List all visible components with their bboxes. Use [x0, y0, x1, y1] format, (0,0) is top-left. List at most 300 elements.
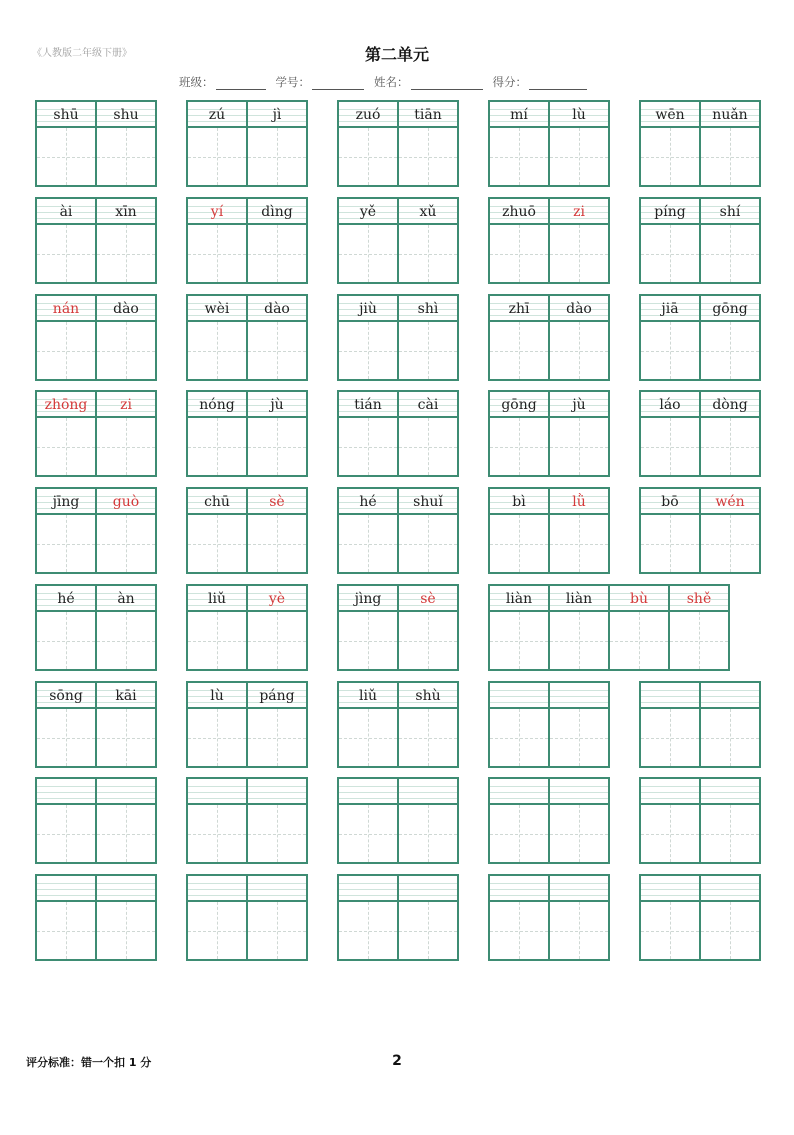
- pinyin-label: jù: [248, 392, 306, 418]
- hanzi-writing-box[interactable]: [339, 322, 397, 379]
- character-cell: [490, 102, 550, 185]
- word-box: [337, 874, 459, 961]
- character-cell: [188, 876, 248, 959]
- hanzi-writing-box[interactable]: [490, 225, 548, 282]
- word-box: [186, 390, 308, 477]
- hanzi-writing-box[interactable]: [399, 322, 457, 379]
- character-cell: [490, 683, 550, 766]
- character-cell: [248, 876, 308, 959]
- pinyin-label: [248, 779, 306, 805]
- character-cell: [490, 296, 550, 379]
- hanzi-writing-box[interactable]: [550, 612, 608, 669]
- pinyin-label: tiān: [399, 102, 457, 128]
- hanzi-writing-box[interactable]: [641, 709, 699, 766]
- scoring-standard: 评分标准：错一个扣 1 分: [26, 1056, 152, 1069]
- character-cell: [37, 779, 97, 862]
- pinyin-label: shu: [97, 102, 155, 128]
- word-box: [488, 681, 610, 768]
- pinyin-label: yě: [339, 199, 397, 225]
- hanzi-writing-box[interactable]: [550, 515, 608, 572]
- word-box: [186, 197, 308, 284]
- word-box: [35, 487, 157, 574]
- pinyin-label: bì: [490, 489, 548, 515]
- pinyin-label: píng: [641, 199, 699, 225]
- hanzi-writing-box[interactable]: [248, 805, 306, 862]
- hanzi-writing-box[interactable]: [188, 709, 246, 766]
- pinyin-label: láo: [641, 392, 699, 418]
- hanzi-writing-box[interactable]: [701, 805, 759, 862]
- word-box: [639, 777, 761, 864]
- character-cell: [339, 102, 399, 185]
- character-cell: [188, 102, 248, 185]
- pinyin-label: liǔ: [188, 586, 246, 612]
- character-cell: [701, 683, 761, 766]
- page-title: 第二单元: [364, 45, 429, 64]
- character-cell: [97, 779, 157, 862]
- character-cell: [490, 876, 550, 959]
- word-box: [639, 197, 761, 284]
- word-box: [488, 100, 610, 187]
- word-box: [488, 874, 610, 961]
- hanzi-writing-box[interactable]: [188, 805, 246, 862]
- word-box: [35, 584, 157, 671]
- hanzi-writing-box[interactable]: [701, 709, 759, 766]
- character-cell: [550, 876, 610, 959]
- hanzi-writing-box[interactable]: [550, 709, 608, 766]
- word-box: [337, 584, 459, 671]
- character-cell: [641, 876, 701, 959]
- pinyin-label: jiā: [641, 296, 699, 322]
- hanzi-writing-box[interactable]: [701, 322, 759, 379]
- character-cell: [339, 489, 399, 572]
- word-box: [186, 681, 308, 768]
- character-cell: [339, 683, 399, 766]
- character-cell: [550, 296, 610, 379]
- page-number: 2: [392, 1053, 402, 1069]
- pinyin-label: zi: [97, 392, 155, 418]
- word-box: [35, 294, 157, 381]
- word-box: [488, 584, 730, 671]
- hanzi-writing-box[interactable]: [641, 805, 699, 862]
- pinyin-label: lù: [188, 683, 246, 709]
- pinyin-label: nóng: [188, 392, 246, 418]
- character-cell: [399, 199, 459, 282]
- character-cell: [399, 489, 459, 572]
- pinyin-label: [490, 683, 548, 709]
- word-box: [639, 681, 761, 768]
- hanzi-writing-box[interactable]: [248, 418, 306, 475]
- hanzi-writing-box[interactable]: [97, 515, 155, 572]
- character-cell: [701, 489, 761, 572]
- hanzi-writing-box[interactable]: [248, 902, 306, 959]
- pinyin-label: [399, 779, 457, 805]
- name-label: 姓名：: [374, 75, 409, 89]
- hanzi-writing-box[interactable]: [248, 322, 306, 379]
- character-cell: [188, 392, 248, 475]
- hanzi-writing-box[interactable]: [188, 322, 246, 379]
- word-box: [186, 294, 308, 381]
- hanzi-writing-box[interactable]: [701, 515, 759, 572]
- pinyin-label: [641, 683, 699, 709]
- word-box: [35, 100, 157, 187]
- character-cell: [490, 586, 550, 669]
- character-cell: [490, 392, 550, 475]
- hanzi-writing-box[interactable]: [490, 805, 548, 862]
- pinyin-label: [248, 876, 306, 902]
- hanzi-writing-box[interactable]: [641, 128, 699, 185]
- hanzi-writing-box[interactable]: [641, 515, 699, 572]
- character-cell: [550, 683, 610, 766]
- class-label: 班级：: [179, 75, 214, 89]
- pinyin-label: [339, 779, 397, 805]
- word-box: [488, 390, 610, 477]
- pinyin-label: guò: [97, 489, 155, 515]
- character-cell: [641, 683, 701, 766]
- hanzi-writing-box[interactable]: [37, 418, 95, 475]
- word-box: [639, 874, 761, 961]
- pinyin-label: liǔ: [339, 683, 397, 709]
- character-cell: [248, 102, 308, 185]
- pinyin-label: jìng: [339, 586, 397, 612]
- character-cell: [248, 489, 308, 572]
- character-cell: [399, 392, 459, 475]
- character-cell: [701, 199, 761, 282]
- hanzi-writing-box[interactable]: [399, 418, 457, 475]
- character-cell: [550, 392, 610, 475]
- hanzi-writing-box[interactable]: [248, 612, 306, 669]
- character-cell: [97, 199, 157, 282]
- hanzi-writing-box[interactable]: [490, 128, 548, 185]
- hanzi-writing-box[interactable]: [550, 418, 608, 475]
- pinyin-label: [97, 876, 155, 902]
- word-box: [337, 390, 459, 477]
- word-box: [639, 100, 761, 187]
- character-cell: [248, 199, 308, 282]
- character-cell: [550, 102, 610, 185]
- pinyin-label: chū: [188, 489, 246, 515]
- character-cell: [188, 683, 248, 766]
- character-cell: [37, 876, 97, 959]
- pinyin-label: wén: [701, 489, 759, 515]
- character-cell: [37, 296, 97, 379]
- character-cell: [97, 586, 157, 669]
- pinyin-label: [550, 876, 608, 902]
- character-cell: [248, 683, 308, 766]
- character-cell: [399, 586, 459, 669]
- word-box: [639, 294, 761, 381]
- pinyin-label: xǔ: [399, 199, 457, 225]
- pinyin-label: hé: [339, 489, 397, 515]
- hanzi-writing-box[interactable]: [97, 902, 155, 959]
- pinyin-label: àn: [97, 586, 155, 612]
- pinyin-label: dìng: [248, 199, 306, 225]
- hanzi-writing-box[interactable]: [550, 902, 608, 959]
- hanzi-writing-box[interactable]: [701, 902, 759, 959]
- hanzi-writing-box[interactable]: [339, 612, 397, 669]
- hanzi-writing-box[interactable]: [490, 709, 548, 766]
- hanzi-writing-box[interactable]: [399, 902, 457, 959]
- hanzi-writing-box[interactable]: [37, 515, 95, 572]
- hanzi-writing-box[interactable]: [97, 805, 155, 862]
- hanzi-writing-box[interactable]: [550, 322, 608, 379]
- character-cell: [339, 199, 399, 282]
- pinyin-label: [188, 876, 246, 902]
- character-cell: [97, 102, 157, 185]
- hanzi-writing-box[interactable]: [339, 805, 397, 862]
- pinyin-label: shù: [399, 683, 457, 709]
- pinyin-label: [701, 876, 759, 902]
- word-box: [639, 487, 761, 574]
- hanzi-writing-box[interactable]: [701, 418, 759, 475]
- hanzi-writing-box[interactable]: [490, 612, 548, 669]
- pinyin-label: mí: [490, 102, 548, 128]
- pinyin-label: dào: [550, 296, 608, 322]
- pinyin-label: [339, 876, 397, 902]
- character-cell: [641, 489, 701, 572]
- character-cell: [37, 489, 97, 572]
- pinyin-label: wēn: [641, 102, 699, 128]
- hanzi-writing-box[interactable]: [701, 128, 759, 185]
- hanzi-writing-box[interactable]: [610, 612, 668, 669]
- word-box: [35, 777, 157, 864]
- pinyin-label: zuó: [339, 102, 397, 128]
- character-cell: [339, 876, 399, 959]
- pinyin-label: cài: [399, 392, 457, 418]
- hanzi-writing-box[interactable]: [339, 128, 397, 185]
- hanzi-writing-box[interactable]: [37, 805, 95, 862]
- pinyin-label: [188, 779, 246, 805]
- hanzi-writing-box[interactable]: [37, 902, 95, 959]
- pinyin-label: zi: [550, 199, 608, 225]
- hanzi-writing-box[interactable]: [339, 515, 397, 572]
- pinyin-label: [490, 779, 548, 805]
- character-cell: [641, 199, 701, 282]
- pinyin-label: nuǎn: [701, 102, 759, 128]
- hanzi-writing-box[interactable]: [399, 128, 457, 185]
- word-box: [337, 777, 459, 864]
- pinyin-label: [550, 683, 608, 709]
- character-cell: [97, 392, 157, 475]
- hanzi-writing-box[interactable]: [399, 225, 457, 282]
- pinyin-label: wèi: [188, 296, 246, 322]
- pinyin-label: hé: [37, 586, 95, 612]
- character-cell: [97, 296, 157, 379]
- character-cell: [37, 683, 97, 766]
- hanzi-writing-box[interactable]: [339, 418, 397, 475]
- hanzi-writing-box[interactable]: [550, 128, 608, 185]
- word-box: [337, 294, 459, 381]
- hanzi-writing-box[interactable]: [339, 902, 397, 959]
- pinyin-label: [701, 779, 759, 805]
- pinyin-label: zhōng: [37, 392, 95, 418]
- character-cell: [339, 586, 399, 669]
- hanzi-writing-box[interactable]: [248, 709, 306, 766]
- pinyin-label: dào: [97, 296, 155, 322]
- pinyin-label: gōng: [490, 392, 548, 418]
- character-cell: [37, 392, 97, 475]
- pinyin-label: [641, 876, 699, 902]
- hanzi-writing-box[interactable]: [188, 902, 246, 959]
- character-cell: [248, 296, 308, 379]
- character-cell: [37, 102, 97, 185]
- word-box: [337, 681, 459, 768]
- character-cell: [339, 296, 399, 379]
- hanzi-writing-box[interactable]: [399, 515, 457, 572]
- pinyin-label: shě: [670, 586, 728, 612]
- pinyin-label: sè: [248, 489, 306, 515]
- pinyin-label: sōng: [37, 683, 95, 709]
- pinyin-label: [550, 779, 608, 805]
- character-cell: [490, 199, 550, 282]
- character-cell: [550, 586, 610, 669]
- student-number-label: 学号：: [275, 75, 310, 89]
- hanzi-writing-box[interactable]: [399, 612, 457, 669]
- character-cell: [188, 489, 248, 572]
- hanzi-writing-box[interactable]: [490, 322, 548, 379]
- hanzi-writing-box[interactable]: [248, 128, 306, 185]
- character-cell: [399, 102, 459, 185]
- pinyin-label: [701, 683, 759, 709]
- hanzi-writing-box[interactable]: [641, 322, 699, 379]
- hanzi-writing-box[interactable]: [248, 225, 306, 282]
- pinyin-label: tián: [339, 392, 397, 418]
- hanzi-writing-box[interactable]: [188, 515, 246, 572]
- hanzi-writing-box[interactable]: [339, 225, 397, 282]
- pinyin-label: jì: [248, 102, 306, 128]
- character-cell: [248, 586, 308, 669]
- hanzi-writing-box[interactable]: [248, 515, 306, 572]
- pinyin-label: [399, 876, 457, 902]
- character-cell: [188, 779, 248, 862]
- hanzi-writing-box[interactable]: [339, 709, 397, 766]
- character-cell: [188, 586, 248, 669]
- word-box: [488, 777, 610, 864]
- hanzi-writing-box[interactable]: [188, 225, 246, 282]
- word-box: [186, 874, 308, 961]
- pinyin-label: [37, 779, 95, 805]
- character-cell: [248, 779, 308, 862]
- pinyin-label: jīng: [37, 489, 95, 515]
- hanzi-writing-box[interactable]: [490, 902, 548, 959]
- hanzi-writing-box[interactable]: [490, 515, 548, 572]
- hanzi-writing-box[interactable]: [37, 225, 95, 282]
- word-box: [35, 681, 157, 768]
- word-box: [35, 874, 157, 961]
- character-cell: [490, 779, 550, 862]
- character-cell: [97, 683, 157, 766]
- pinyin-label: yè: [248, 586, 306, 612]
- character-cell: [670, 586, 730, 669]
- pinyin-label: [641, 779, 699, 805]
- word-box: [639, 390, 761, 477]
- series-label: 《人教版二年级下册》: [32, 48, 132, 59]
- character-cell: [339, 392, 399, 475]
- hanzi-writing-box[interactable]: [490, 418, 548, 475]
- pinyin-label: shū: [37, 102, 95, 128]
- character-cell: [701, 296, 761, 379]
- hanzi-writing-box[interactable]: [550, 225, 608, 282]
- hanzi-writing-box[interactable]: [701, 225, 759, 282]
- pinyin-label: shì: [399, 296, 457, 322]
- word-box: [35, 197, 157, 284]
- word-box: [337, 100, 459, 187]
- character-cell: [399, 683, 459, 766]
- word-box: [35, 390, 157, 477]
- character-cell: [701, 102, 761, 185]
- hanzi-writing-box[interactable]: [37, 612, 95, 669]
- character-cell: [188, 199, 248, 282]
- character-cell: [641, 779, 701, 862]
- character-cell: [701, 779, 761, 862]
- character-cell: [37, 586, 97, 669]
- word-box: [488, 197, 610, 284]
- hanzi-writing-box[interactable]: [37, 128, 95, 185]
- pinyin-label: ài: [37, 199, 95, 225]
- hanzi-writing-box[interactable]: [188, 612, 246, 669]
- hanzi-writing-box[interactable]: [188, 418, 246, 475]
- character-cell: [641, 392, 701, 475]
- hanzi-writing-box[interactable]: [641, 225, 699, 282]
- hanzi-writing-box[interactable]: [188, 128, 246, 185]
- character-cell: [550, 489, 610, 572]
- character-cell: [399, 296, 459, 379]
- pinyin-label: jiù: [339, 296, 397, 322]
- pinyin-label: [97, 779, 155, 805]
- pinyin-label: shuǐ: [399, 489, 457, 515]
- hanzi-writing-box[interactable]: [399, 709, 457, 766]
- hanzi-writing-box[interactable]: [550, 805, 608, 862]
- word-box: [186, 584, 308, 671]
- hanzi-writing-box[interactable]: [97, 418, 155, 475]
- pinyin-label: zú: [188, 102, 246, 128]
- pinyin-label: [37, 876, 95, 902]
- hanzi-writing-box[interactable]: [670, 612, 728, 669]
- hanzi-writing-box[interactable]: [97, 225, 155, 282]
- hanzi-writing-box[interactable]: [97, 128, 155, 185]
- hanzi-writing-box[interactable]: [97, 612, 155, 669]
- character-cell: [339, 779, 399, 862]
- pinyin-label: shí: [701, 199, 759, 225]
- word-box: [186, 487, 308, 574]
- word-box: [337, 197, 459, 284]
- hanzi-writing-box[interactable]: [97, 709, 155, 766]
- pinyin-label: xīn: [97, 199, 155, 225]
- hanzi-writing-box[interactable]: [97, 322, 155, 379]
- pinyin-label: zhuō: [490, 199, 548, 225]
- hanzi-writing-box[interactable]: [37, 709, 95, 766]
- word-box: [488, 487, 610, 574]
- character-cell: [641, 102, 701, 185]
- pinyin-label: lǜ: [550, 489, 608, 515]
- character-cell: [550, 199, 610, 282]
- character-cell: [701, 392, 761, 475]
- word-box: [488, 294, 610, 381]
- hanzi-writing-box[interactable]: [641, 418, 699, 475]
- hanzi-writing-box[interactable]: [641, 902, 699, 959]
- pinyin-label: lù: [550, 102, 608, 128]
- hanzi-writing-box[interactable]: [399, 805, 457, 862]
- character-cell: [97, 489, 157, 572]
- character-cell: [399, 779, 459, 862]
- hanzi-writing-box[interactable]: [37, 322, 95, 379]
- character-cell: [490, 489, 550, 572]
- pinyin-label: gōng: [701, 296, 759, 322]
- pinyin-label: liàn: [550, 586, 608, 612]
- word-box: [337, 487, 459, 574]
- character-cell: [641, 296, 701, 379]
- character-cell: [610, 586, 670, 669]
- character-cell: [248, 392, 308, 475]
